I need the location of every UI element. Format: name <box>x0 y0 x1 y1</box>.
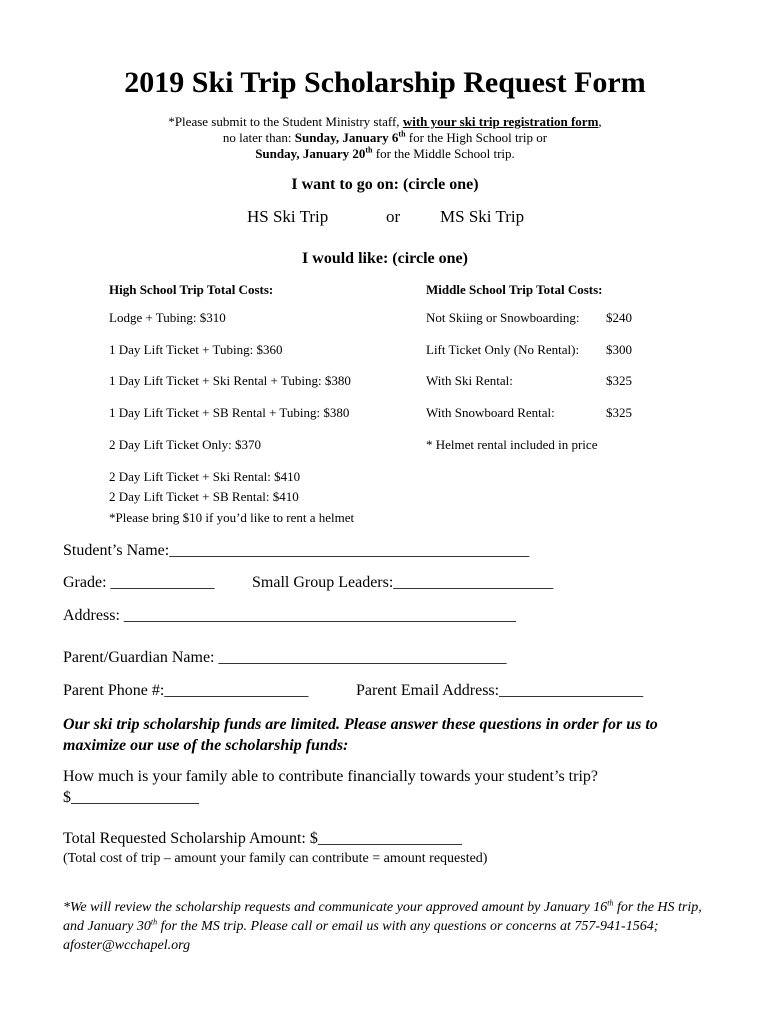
ms-costs-heading: Middle School Trip Total Costs: <box>426 282 603 297</box>
instructions-line-3 <box>0 146 770 162</box>
ms-option-sb-rental[interactable]: With Snowboard Rental: <box>426 405 555 420</box>
funds-limited-notice: Our ski trip scholarship funds are limited. Please answer these questions in order for us to maximize our use of the scholarship funds: <box>63 716 658 754</box>
hs-option-1day-tubing[interactable]: 1 Day Lift Ticket + Tubing: $360 <box>109 342 283 357</box>
hs-option-2day-ski[interactable]: 2 Day Lift Ticket + Ski Rental: $410 <box>109 469 301 484</box>
hs-option-2day-only[interactable]: 2 Day Lift Ticket Only: $370 <box>109 437 262 452</box>
package-choice-heading: I would like: (circle one) <box>302 250 468 267</box>
submission-instructions <box>0 114 770 162</box>
instructions-line-1 <box>0 114 770 130</box>
hs-option-2day-sb[interactable]: 2 Day Lift Ticket + SB Rental: $410 <box>109 489 299 504</box>
footer-text: for the HS trip, and January 30 <box>63 900 702 934</box>
address-field[interactable]: Address: _________________________________________________ <box>63 607 516 624</box>
ms-ski-trip-option[interactable]: MS Ski Trip <box>440 207 525 226</box>
requested-amount-note: (Total cost of trip – amount your family can contribute = amount requested) <box>63 851 488 866</box>
review-footer-note <box>63 898 723 955</box>
instructions-text: no later than: <box>222 130 295 145</box>
ordinal-suffix: th <box>365 145 373 155</box>
hs-option-1day-ski-tubing[interactable]: 1 Day Lift Ticket + Ski Rental + Tubing: $380 <box>109 373 351 388</box>
registration-form-emphasis: with your ski trip registration form <box>402 114 599 129</box>
parent-email-field[interactable]: Parent Email Address:__________________ <box>356 682 644 699</box>
requested-amount-field[interactable]: Total Requested Scholarship Amount: $__________________ <box>63 830 462 847</box>
ms-deadline: Sunday, January 20 <box>255 146 366 161</box>
contribution-question: How much is your family able to contribute financially towards your student’s trip? <box>63 768 598 785</box>
ms-price-lift-only: $300 <box>606 342 632 357</box>
contribution-answer-field[interactable]: $________________ <box>63 789 199 806</box>
instructions-text: for the High School trip or <box>405 130 548 145</box>
instructions-text: for the Middle School trip. <box>372 146 515 161</box>
hs-option-lodge-tubing[interactable]: Lodge + Tubing: $310 <box>109 310 226 325</box>
ms-helmet-note: * Helmet rental included in price <box>426 437 598 452</box>
hs-deadline: Sunday, January 6 <box>294 130 399 145</box>
footer-contact-text: for the MS trip. Please call or email us with any questions or concerns at 757-941-1564; afoster@wcchapel.org <box>63 919 659 953</box>
instructions-text: , <box>598 114 602 129</box>
parent-phone-field[interactable]: Parent Phone #:__________________ <box>63 682 309 699</box>
grade-field[interactable]: Grade: _____________ <box>63 574 215 591</box>
ms-price-not-skiing: $240 <box>606 310 632 325</box>
ordinal-suffix: th <box>607 898 614 908</box>
hs-costs-heading: High School Trip Total Costs: <box>109 282 274 297</box>
hs-ski-trip-option[interactable]: HS Ski Trip <box>247 207 329 226</box>
small-group-leaders-field[interactable]: Small Group Leaders:____________________ <box>252 574 554 591</box>
hs-helmet-note: *Please bring $10 if you’d like to rent a helmet <box>109 510 355 525</box>
ordinal-suffix: th <box>150 917 158 927</box>
ms-price-ski-rental: $325 <box>606 373 632 388</box>
footer-text: *We will review the scholarship requests and communicate your approved amount by January 16 <box>63 900 608 915</box>
instructions-line-2 <box>0 130 770 146</box>
ms-option-ski-rental[interactable]: With Ski Rental: <box>426 373 513 388</box>
hs-option-1day-sb-tubing[interactable]: 1 Day Lift Ticket + SB Rental + Tubing: $380 <box>109 405 350 420</box>
ordinal-suffix: th <box>398 129 406 139</box>
ms-price-sb-rental: $325 <box>606 405 632 420</box>
instructions-text: *Please submit to the Student Ministry staff, <box>168 114 403 129</box>
parent-guardian-name-field[interactable]: Parent/Guardian Name: ____________________________________ <box>63 649 507 666</box>
trip-choice-heading: I want to go on: (circle one) <box>291 176 479 193</box>
student-name-field[interactable]: Student’s Name:_____________________________________________ <box>63 542 530 559</box>
ms-option-not-skiing[interactable]: Not Skiing or Snowboarding: <box>426 310 580 325</box>
form-title: 2019 Ski Trip Scholarship Request Form <box>124 66 646 99</box>
or-label: or <box>386 207 401 226</box>
ms-option-lift-only[interactable]: Lift Ticket Only (No Rental): <box>426 342 580 357</box>
